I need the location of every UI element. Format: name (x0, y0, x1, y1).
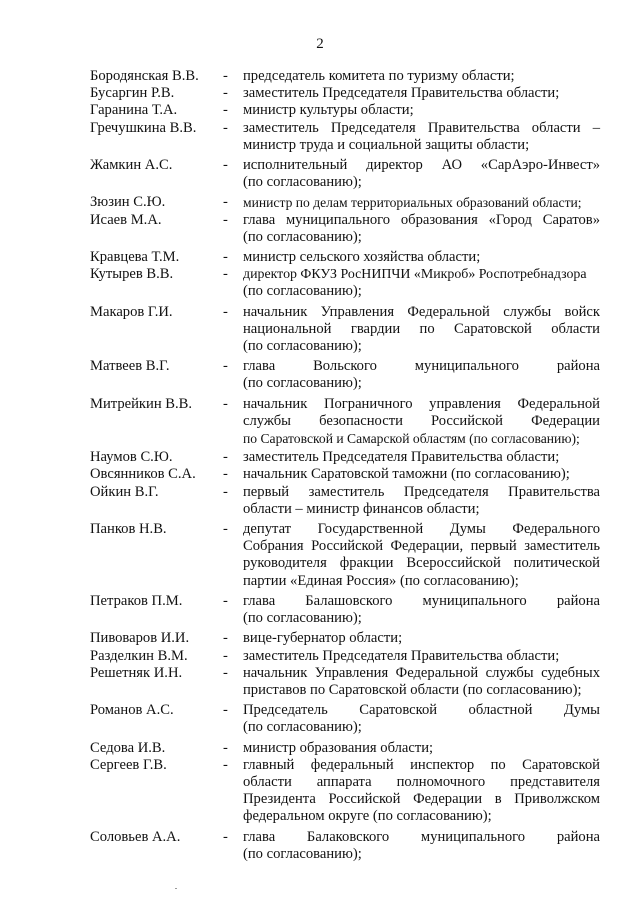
dash-separator: - (223, 828, 228, 845)
dash-separator: - (223, 395, 228, 412)
dash-separator: - (223, 647, 228, 664)
member-position (243, 593, 600, 627)
position-line: области аппарата полномочного представителя (243, 773, 600, 790)
dash-separator: - (223, 358, 228, 375)
member-name: Овсянников С.А. (90, 466, 196, 483)
member-name: Зюзин С.Ю. (90, 194, 166, 211)
list-item (90, 120, 600, 154)
member-name: Макаров Г.И. (90, 303, 173, 320)
member-position (243, 829, 600, 863)
list-item (90, 521, 600, 590)
position-line: начальник Саратовской таможни (по согласованию); (243, 466, 570, 483)
member-position (243, 757, 600, 826)
list-item (90, 304, 600, 356)
list-item (90, 157, 600, 191)
member-name: Гречушкина В.В. (90, 119, 197, 136)
dash-separator: - (223, 756, 228, 773)
list-item (90, 829, 600, 863)
position-line: федеральном округе (по согласованию); (243, 808, 492, 825)
dash-separator: - (223, 249, 228, 266)
position-line: министр образования области; (243, 739, 434, 756)
member-name: Седова И.В. (90, 739, 166, 756)
member-name: Наумов С.Ю. (90, 449, 173, 466)
list-item (90, 249, 600, 266)
dash-separator: - (223, 266, 228, 283)
member-name: Соловьев А.А. (90, 828, 181, 845)
member-position (243, 630, 600, 647)
dash-separator: - (223, 466, 228, 483)
dash-separator: - (223, 119, 228, 136)
list-item (90, 648, 600, 665)
list-item (90, 68, 600, 85)
member-position (243, 521, 600, 590)
member-position (243, 484, 600, 518)
member-position (243, 449, 600, 466)
position-line: вице-губернатор области; (243, 630, 403, 647)
position-line: службы безопасности Российской Федерации (243, 412, 600, 429)
position-line: Председатель Саратовской областной Думы (243, 702, 600, 719)
position-line: главный федеральный инспектор по Саратовской (243, 756, 600, 773)
member-name: Сергеев Г.В. (90, 756, 167, 773)
position-line: по Саратовской и Самарской областям (по согласованию); (243, 431, 580, 447)
position-line: заместитель Председателя Правительства области; (243, 449, 560, 466)
position-line: первый заместитель Председателя Правительства (243, 483, 600, 500)
list-item (90, 449, 600, 466)
list-item (90, 665, 600, 699)
member-name: Гаранина Т.А. (90, 102, 178, 119)
member-position (243, 68, 600, 85)
member-position (243, 702, 600, 736)
member-name: Кравцева Т.М. (90, 249, 180, 266)
member-position (243, 85, 600, 102)
dash-separator: - (223, 85, 228, 102)
member-name: Исаев М.А. (90, 211, 162, 228)
dash-separator: - (223, 157, 228, 174)
position-line: министр труда и социальной защиты области; (243, 136, 530, 153)
position-line: начальник Управления Федеральной службы войск (243, 303, 600, 320)
member-position (243, 466, 600, 483)
member-position (243, 212, 600, 246)
member-position (243, 266, 600, 300)
member-name: Панков Н.В. (90, 521, 167, 538)
page-number: 2 (316, 36, 324, 52)
member-name: Бородянская В.В. (90, 68, 199, 84)
position-line: заместитель Председателя Правительства области; (243, 647, 560, 664)
member-position (243, 194, 600, 211)
position-line: (по согласованию); (243, 845, 362, 862)
position-line: директор ФКУЗ РосНИПЧИ «Микроб» Роспотребнадзора (243, 267, 587, 283)
member-position (243, 665, 600, 699)
list-item (90, 757, 600, 826)
position-line: исполнительный директор АО «СарАэро-Инвест» (243, 157, 600, 174)
list-item (90, 358, 600, 392)
member-position (243, 358, 600, 392)
position-line: депутат Государственной Думы Федерального (243, 521, 600, 538)
member-name: Митрейкин В.В. (90, 395, 193, 412)
position-line: министр сельского хозяйства области; (243, 249, 481, 266)
list-item (90, 102, 600, 119)
position-line: приставов по Саратовской области (по согласованию); (243, 681, 582, 698)
dash-separator: - (223, 592, 228, 609)
member-name: Матвеев В.Г. (90, 358, 170, 375)
member-list (90, 68, 600, 863)
list-item (90, 466, 600, 483)
list-item (90, 85, 600, 102)
position-line: заместитель Председателя Правительства области; (243, 85, 560, 102)
list-item (90, 396, 600, 448)
dash-separator: - (223, 211, 228, 228)
dash-separator: - (223, 303, 228, 320)
position-line: (по согласованию); (243, 719, 362, 736)
position-line: национальной гвардии по Саратовской области (243, 320, 600, 337)
position-line: глава Балаковского муниципального района (243, 828, 600, 845)
position-line: глава муниципального образования «Город Саратов» (243, 211, 600, 228)
member-position (243, 396, 600, 448)
dash-separator: - (223, 102, 228, 119)
dash-separator: - (223, 664, 228, 681)
list-item (90, 593, 600, 627)
dash-separator: - (223, 194, 228, 211)
dash-separator: - (223, 483, 228, 500)
position-line: заместитель Председателя Правительства области – (243, 119, 600, 136)
member-name: Пивоваров И.И. (90, 630, 190, 647)
member-name: Жамкин А.С. (90, 157, 173, 174)
dash-separator: - (223, 521, 228, 538)
list-item (90, 266, 600, 300)
scan-speck (175, 888, 177, 889)
position-line: руководителя фракции Всероссийской политической (243, 555, 600, 572)
member-position (243, 304, 600, 356)
member-name: Бусаргин Р.В. (90, 85, 175, 102)
position-line: глава Вольского муниципального района (243, 358, 600, 375)
position-line: партии «Единая Россия» (по согласованию); (243, 572, 519, 589)
member-position (243, 120, 600, 154)
position-line: министр культуры области; (243, 102, 414, 119)
position-line: (по согласованию); (243, 283, 362, 300)
member-name: Разделкин В.М. (90, 647, 188, 664)
member-position (243, 648, 600, 665)
position-line: Президента Российской Федерации в Приволжском (243, 791, 600, 808)
dash-separator: - (223, 68, 228, 84)
list-item (90, 212, 600, 246)
list-item (90, 702, 600, 736)
member-name: Петраков П.М. (90, 592, 183, 609)
member-position (243, 102, 600, 119)
dash-separator: - (223, 449, 228, 466)
list-item (90, 630, 600, 647)
position-line: (по согласованию); (243, 228, 362, 245)
member-position (243, 740, 600, 757)
list-item (90, 740, 600, 757)
dash-separator: - (223, 630, 228, 647)
position-line: министр по делам территориальных образований области; (243, 195, 582, 211)
dash-separator: - (223, 702, 228, 719)
member-position (243, 157, 600, 191)
position-line: (по согласованию); (243, 610, 362, 627)
member-name: Романов А.С. (90, 702, 174, 719)
position-line: Собрания Российской Федерации, первый заместитель (243, 538, 600, 555)
member-name: Решетняк И.Н. (90, 664, 183, 681)
position-line: (по согласованию); (243, 375, 362, 392)
position-line: начальник Управления Федеральной службы судебных (243, 664, 600, 681)
position-line: (по согласованию); (243, 338, 362, 355)
list-item (90, 194, 600, 211)
member-name: Ойкин В.Г. (90, 483, 159, 500)
member-position (243, 249, 600, 266)
member-name: Кутырев В.В. (90, 266, 174, 283)
dash-separator: - (223, 739, 228, 756)
position-line: (по согласованию); (243, 174, 362, 191)
position-line: председатель комитета по туризму области; (243, 68, 515, 84)
list-item (90, 484, 600, 518)
position-line: начальник Пограничного управления Федеральной (243, 395, 600, 412)
position-line: глава Балашовского муниципального района (243, 592, 600, 609)
position-line: области – министр финансов области; (243, 500, 480, 517)
